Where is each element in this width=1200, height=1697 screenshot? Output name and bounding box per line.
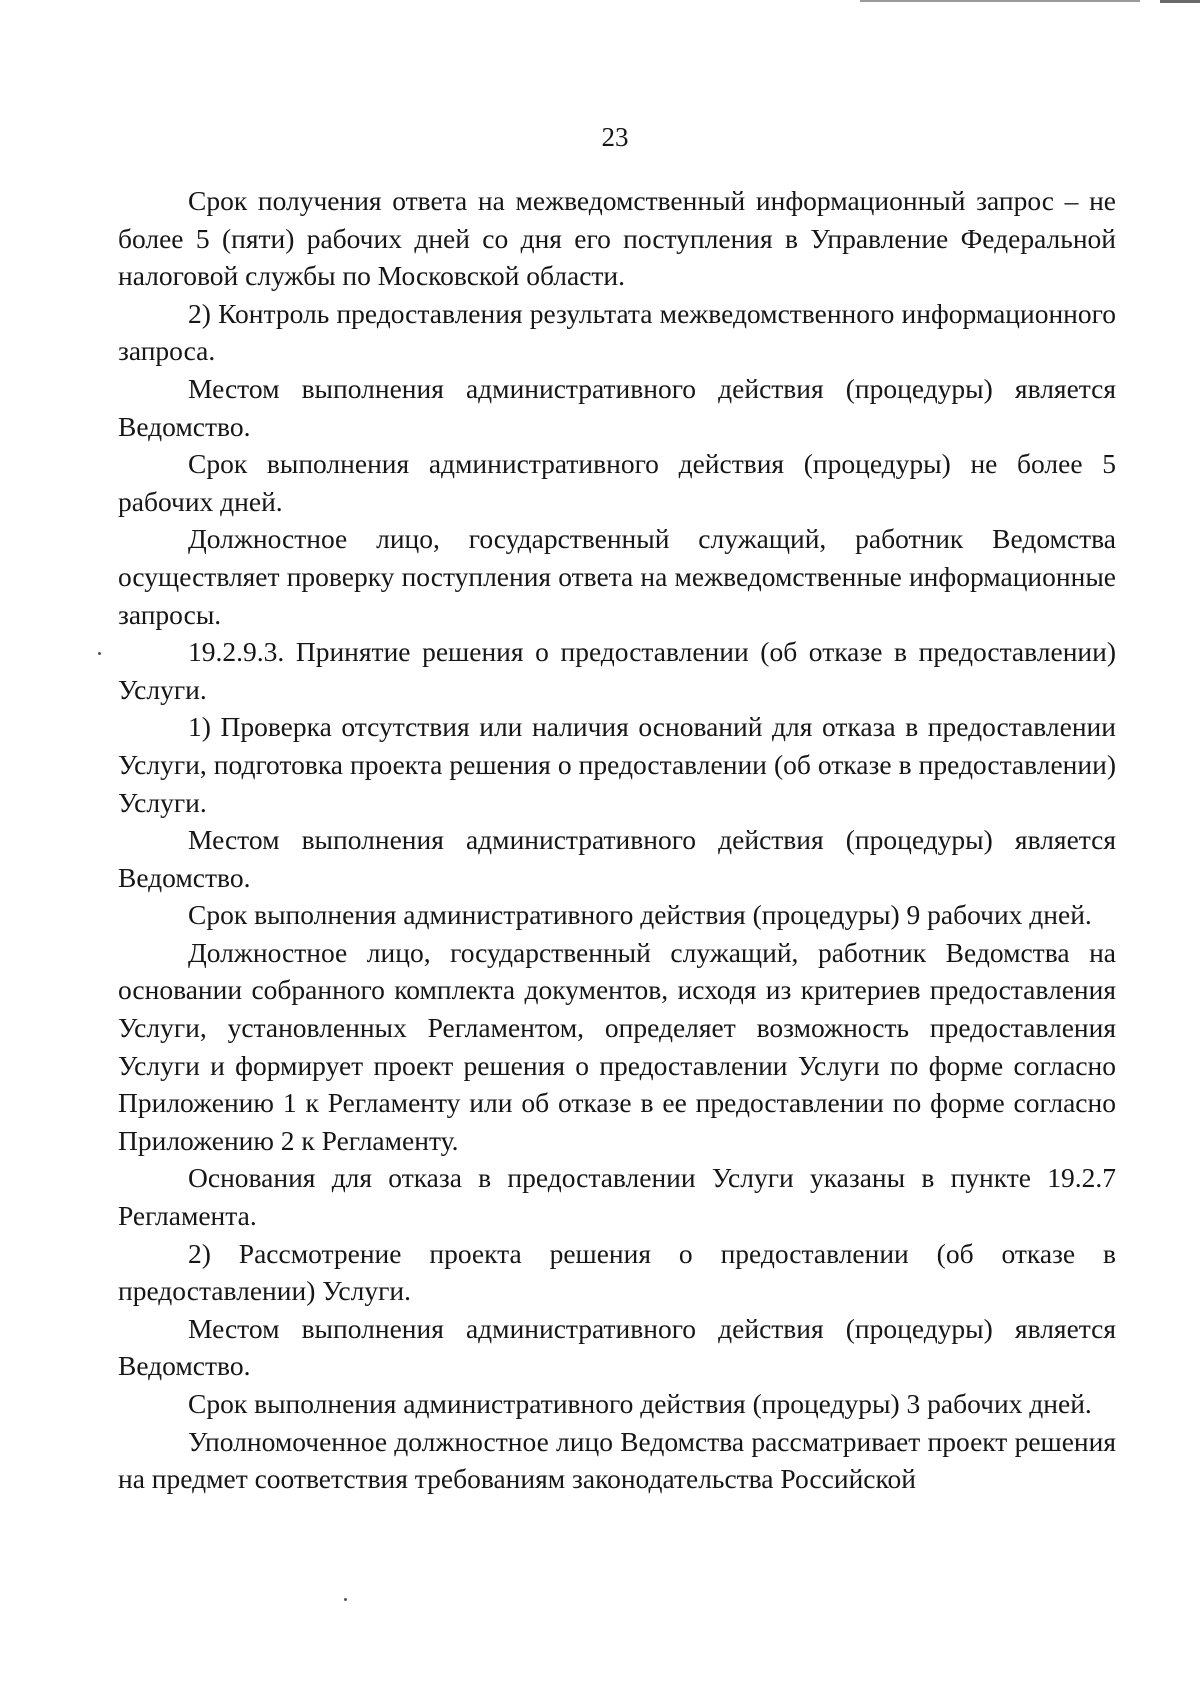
paragraph: Уполномоченное должностное лицо Ведомства рассматривает проект решения на предмет соответствия требованиям законодательства Российской <box>118 1425 1116 1495</box>
paragraph: Должностное лицо, государственный служащий, работник Ведомства на основании собранного комплекта документов, исходя из критериев предоставления Услуги, установленных Регламентом, определяет возможность предоставления Услуги и формирует проект решения о предоставлении Услуги по форме согласно Приложению 1 к Регламенту или об отказе в ее предоставлении по форме согласно Приложению 2 к Регламенту. <box>118 936 1116 1156</box>
paragraph: Основания для отказа в предоставлении Услуги указаны в пункте 19.2.7 Регламента. <box>118 1162 1116 1232</box>
paragraph: 2) Контроль предоставления результата межведомственного информационного запроса. <box>118 297 1116 367</box>
page-number: 23 <box>601 122 629 152</box>
document-body <box>118 182 1116 1498</box>
paragraph: 19.2.9.3. Принятие решения о предоставлении (об отказе в предоставлении) Услуги. <box>118 636 1116 705</box>
paragraph: 2) Рассмотрение проекта решения о предоставлении (об отказе в предоставлении) Услуги. <box>118 1237 1116 1307</box>
paragraph: 1) Проверка отсутствия или наличия оснований для отказа в предоставлении Услуги, подготовка проекта решения о предоставлении (об отказе в предоставлении) Услуги. <box>118 711 1116 818</box>
paragraph: Срок выполнения административного действия (процедуры) 3 рабочих дней. <box>188 1388 1092 1419</box>
paragraph: Срок выполнения административного действия (процедуры) 9 рабочих дней. <box>188 899 1092 931</box>
paragraph: Срок получения ответа на межведомственный информационный запрос – не более 5 (пяти) рабочих дней со дня его поступления в Управление Федеральной налоговой службы по Московской области. <box>118 185 1116 292</box>
paragraph: Местом выполнения административного действия (процедуры) является Ведомство. <box>118 824 1116 893</box>
scan-speck <box>98 652 101 655</box>
paragraph: Должностное лицо, государственный служащий, работник Ведомства осуществляет проверку поступления ответа на межведомственные информационные запросы. <box>118 523 1116 630</box>
paragraph: Местом выполнения административного действия (процедуры) является Ведомство. <box>118 372 1116 442</box>
scan-edge-mark <box>860 0 1140 2</box>
paragraph: Срок выполнения административного действия (процедуры) не более 5 рабочих дней. <box>118 448 1116 517</box>
paragraph: Местом выполнения административного действия (процедуры) является Ведомство. <box>118 1312 1116 1382</box>
scan-edge-mark <box>1160 0 1200 3</box>
scan-speck <box>344 1598 347 1601</box>
